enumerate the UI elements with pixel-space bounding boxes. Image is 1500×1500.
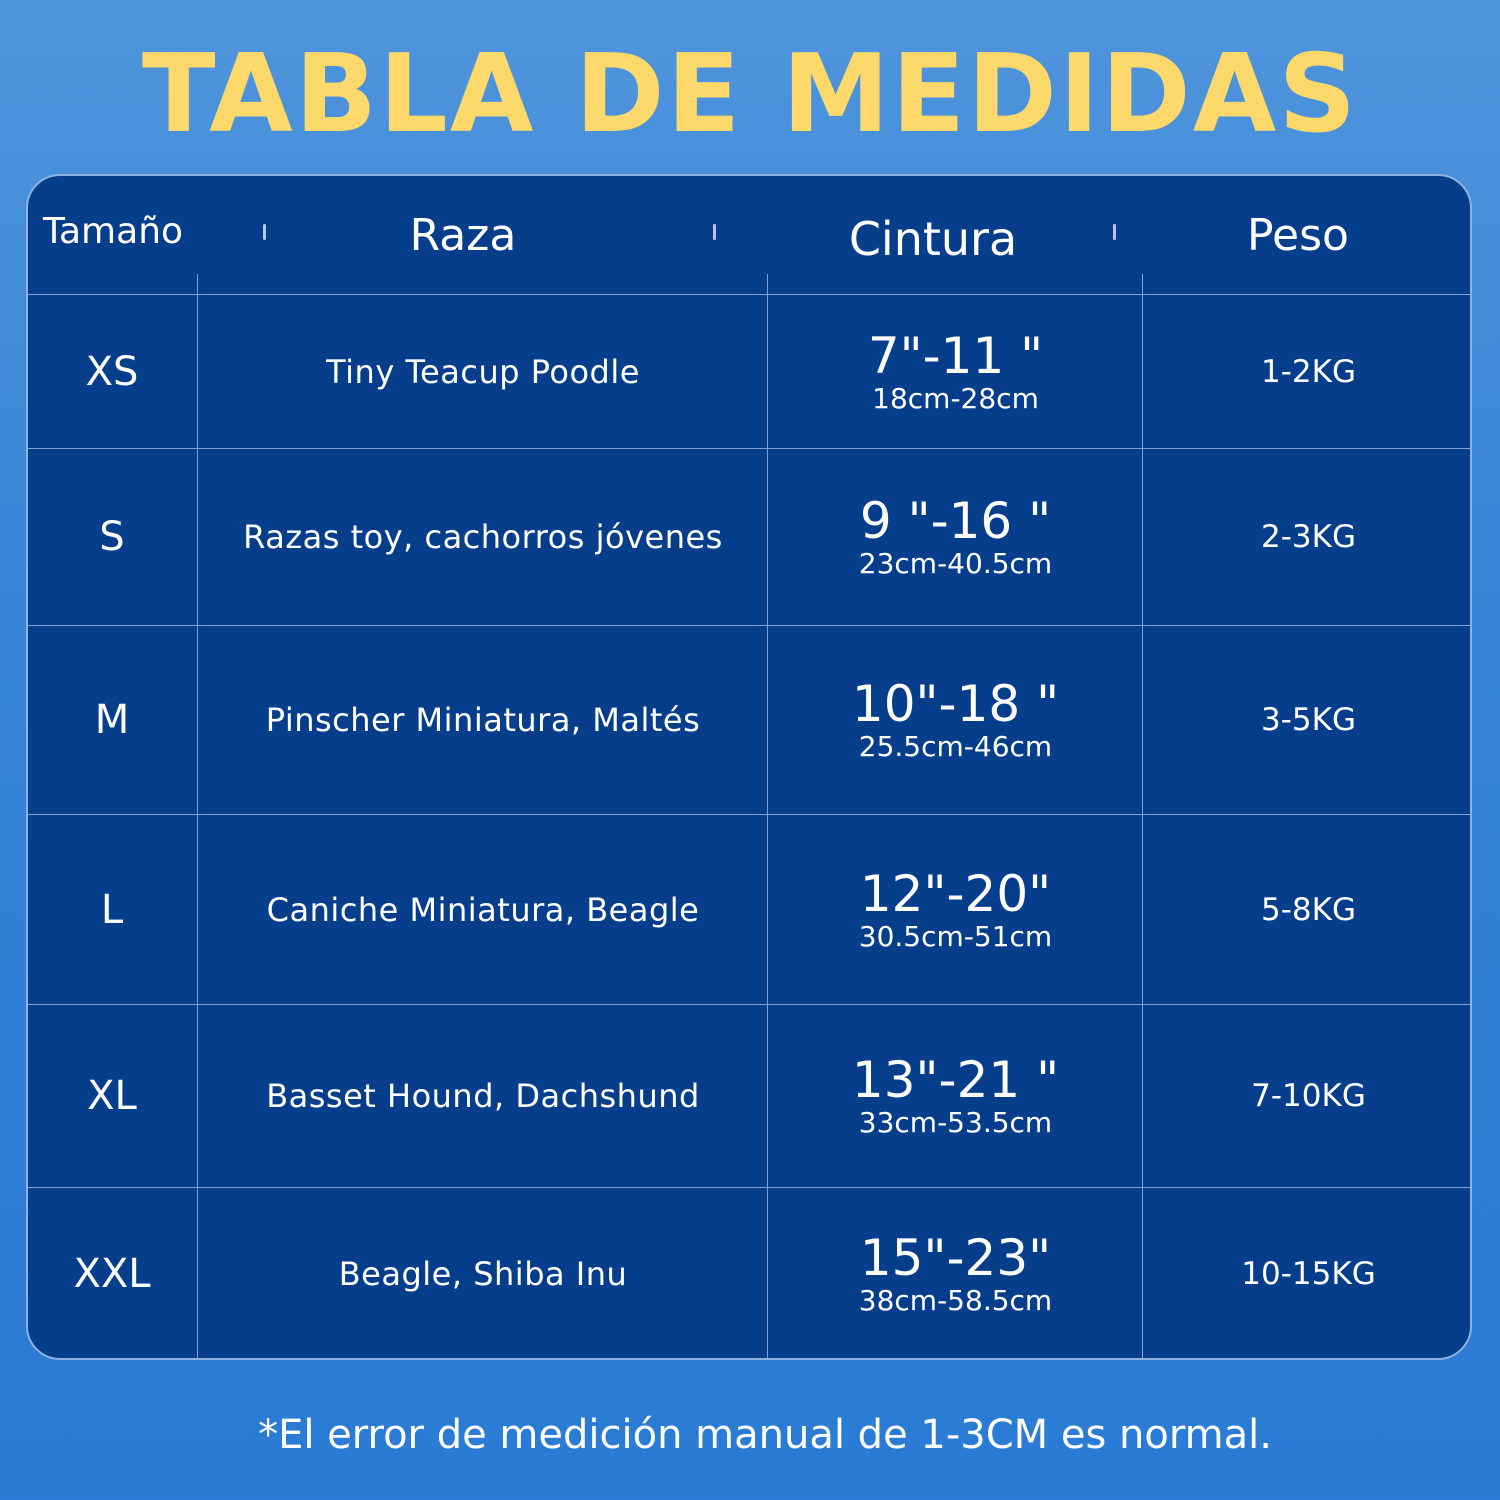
size-cell: L — [100, 886, 124, 933]
waist-cm: 23cm-40.5cm — [858, 547, 1053, 580]
header-weight: Peso — [1247, 209, 1349, 261]
waist-cm: 18cm-28cm — [872, 381, 1039, 415]
waist-inches: 12"-20" — [859, 864, 1052, 923]
table-row-xxl — [28, 1188, 1470, 1360]
table-row-m — [28, 626, 1470, 814]
weight-cell: 10-15KG — [1241, 1256, 1376, 1292]
breed-cell: Razas toy, cachorros jóvenes — [243, 518, 723, 556]
table-header — [28, 176, 1470, 294]
waist-inches: 9 "-16 " — [859, 492, 1052, 550]
table-row-xs — [28, 295, 1470, 448]
header-waist: Cintura — [848, 212, 1018, 266]
breed-cell: Pinscher Miniatura, Maltés — [265, 701, 701, 739]
waist-inches: 15"-23" — [859, 1229, 1052, 1287]
header-size: Tamaño — [42, 210, 184, 252]
weight-cell: 5-8KG — [1261, 891, 1356, 928]
waist-cm: 25.5cm-46cm — [858, 730, 1053, 763]
size-table — [26, 174, 1472, 1360]
header-breed: Raza — [409, 209, 517, 261]
table-row-l — [28, 815, 1470, 1004]
waist-cm: 38cm-58.5cm — [858, 1284, 1053, 1317]
weight-cell: 2-3KG — [1261, 519, 1356, 555]
breed-cell: Tiny Teacup Poodle — [326, 352, 640, 391]
waist-cell — [768, 1005, 1143, 1187]
waist-cell — [768, 815, 1143, 1004]
size-cell: XL — [87, 1073, 137, 1119]
size-cell: M — [94, 697, 130, 743]
waist-cm: 30.5cm-51cm — [858, 919, 1053, 953]
header-divider-tick — [1113, 224, 1116, 240]
breed-cell: Beagle, Shiba Inu — [338, 1255, 628, 1293]
waist-inches: 13"-21 " — [851, 1051, 1060, 1109]
waist-inches: 10"-18 " — [851, 675, 1060, 733]
weight-cell: 1-2KG — [1261, 353, 1356, 390]
waist-cell — [768, 295, 1143, 448]
waist-cell — [768, 449, 1143, 625]
breed-cell: Basset Hound, Dachshund — [266, 1077, 700, 1115]
page-title: TABLA DE MEDIDAS — [141, 32, 1359, 157]
weight-cell: 3-5KG — [1261, 702, 1356, 738]
weight-cell: 7-10KG — [1251, 1078, 1366, 1114]
waist-cm: 33cm-53.5cm — [858, 1106, 1053, 1139]
breed-cell: Caniche Miniatura, Beagle — [266, 890, 700, 929]
table-row-xl — [28, 1005, 1470, 1187]
header-divider-tick — [713, 224, 716, 240]
size-cell: XS — [85, 348, 139, 395]
measurement-footnote: *El error de medición manual de 1-3CM es normal. — [258, 1412, 1272, 1458]
table-row-s — [28, 449, 1470, 625]
size-cell: XXL — [73, 1251, 151, 1297]
waist-inches: 7"-11 " — [867, 326, 1044, 385]
waist-cell — [768, 626, 1143, 814]
waist-cell — [768, 1188, 1143, 1360]
size-cell: S — [99, 514, 125, 560]
